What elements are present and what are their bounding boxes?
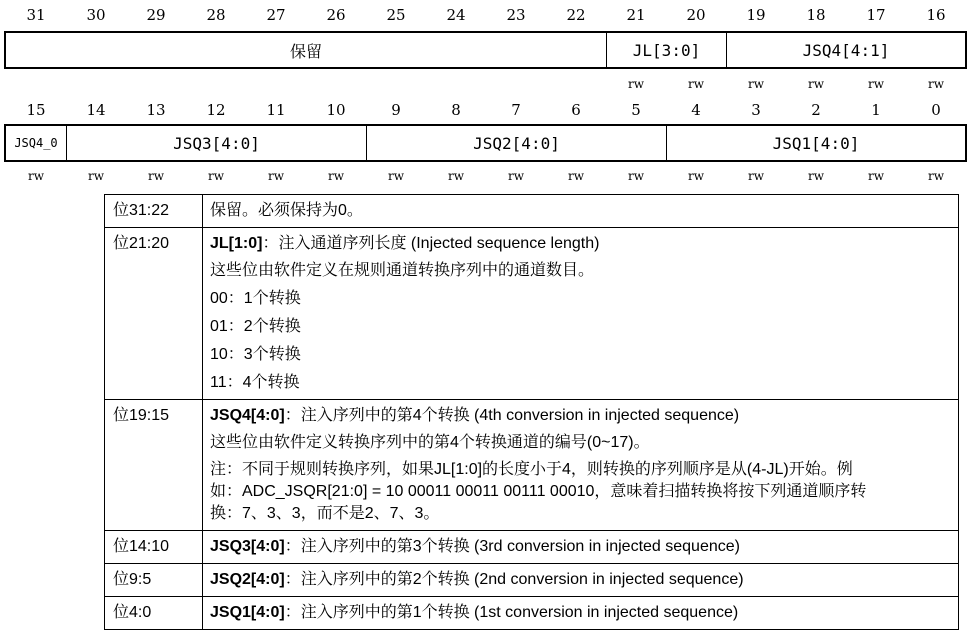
register-row-lower [4,124,967,162]
bit-number: 19 [746,6,766,24]
access-label: rw [747,169,764,183]
description-line: 00：1个转换 [210,290,301,307]
table-row [105,564,959,597]
field-jsq3: JSQ3[4:0] [67,126,367,160]
bit-description [203,564,959,597]
table-row [105,400,959,531]
bit-number: 1 [871,101,881,119]
bit-description-table [104,194,959,630]
bit-number: 8 [451,101,461,119]
bit-range: 位9:5 [105,564,203,597]
bit-number: 11 [266,101,286,119]
bit-number: 9 [391,101,401,119]
table-row [105,597,959,630]
bit-number: 12 [206,101,226,119]
bit-range: 位21:20 [105,228,203,400]
bit-range: 位31:22 [105,195,203,228]
description-line: 10：3个转换 [210,346,301,363]
access-label: rw [627,169,644,183]
bit-number: 14 [86,101,106,119]
description-line: 这些位由软件定义在规则通道转换序列中的通道数目。 [210,262,595,279]
field-title: ：注入序列中的第4个转换 (4th conversion in injected sequence) [284,407,740,424]
description-line: 这些位由软件定义转换序列中的第4个转换通道的编号(0~17)。 [210,434,650,451]
bit-number: 6 [571,101,581,119]
field-title: ：注入序列中的第3个转换 (3rd conversion in injected sequence) [284,538,740,555]
field-title: ：注入序列中的第1个转换 (1st conversion in injected sequence) [284,604,739,621]
access-label: rw [567,169,584,183]
field-jl: JL[3:0] [607,33,727,67]
bit-number: 31 [26,6,46,24]
bit-number: 21 [626,6,646,24]
access-label: rw [627,77,644,91]
description-line: 保留。必须保持为0。 [210,202,363,219]
bit-range: 位4:0 [105,597,203,630]
bit-description [203,531,959,564]
bit-range: 位14:10 [105,531,203,564]
bit-number: 5 [631,101,641,119]
access-label: rw [267,169,284,183]
register-row-upper [4,31,967,69]
description-note-line: 注：不同于规则转换序列，如果JL[1:0]的长度小于4，则转换的序列顺序是从(4-JL)开始。例 [210,461,853,478]
bit-range: 位19:15 [105,400,203,531]
field-name: JL[1:0] [210,235,263,252]
table-row [105,531,959,564]
access-label: rw [87,169,104,183]
bit-description [203,228,959,400]
description-heading [210,536,951,558]
description-heading [210,233,951,255]
field-title: ：注入通道序列长度 (Injected sequence length) [262,235,600,252]
field-jsq1: JSQ1[4:0] [772,133,860,153]
field-name: JSQ2[4:0] [210,571,285,588]
bit-number: 13 [146,101,166,119]
bit-description [203,195,959,228]
description-heading [210,569,951,591]
access-label: rw [327,169,344,183]
access-label: rw [387,169,404,183]
bit-description [203,400,959,531]
bit-number: 25 [386,6,406,24]
access-label: rw [27,169,44,183]
access-label: rw [867,169,884,183]
access-label: rw [507,169,524,183]
field-title: ：注入序列中的第2个转换 (2nd conversion in injected sequence) [284,571,744,588]
bit-number: 28 [206,6,226,24]
bit-number: 30 [86,6,106,24]
field-jsq2: JSQ2[4:0] [367,126,667,160]
field-name: JSQ1[4:0] [210,604,285,621]
field-reserved: 保留 [6,33,607,67]
bit-number: 15 [26,101,46,119]
bit-number: 4 [691,101,701,119]
bit-number: 22 [566,6,586,24]
access-label: rw [687,169,704,183]
table-row [105,228,959,400]
description-note-line: 换：7、3、3，而不是2、7、3。 [210,505,440,522]
bit-number: 26 [326,6,346,24]
field-jsq4-high: JSQ4[4:1] [802,40,890,60]
access-label: rw [927,77,944,91]
description-note-line: 如：ADC_JSQR[21:0] = 10 00011 00011 00111 00010，意味着扫描转换将按下列通道顺序转 [210,483,867,500]
access-label: rw [927,169,944,183]
bit-number: 17 [866,6,886,24]
field-name: JSQ3[4:0] [210,538,285,555]
access-label: rw [807,169,824,183]
access-label: rw [447,169,464,183]
bit-number: 2 [811,101,821,119]
access-label: rw [867,77,884,91]
description-line: 01：2个转换 [210,318,301,335]
access-label: rw [747,77,764,91]
access-label: rw [687,77,704,91]
bit-description [203,597,959,630]
bit-number: 23 [506,6,526,24]
bit-number: 16 [926,6,946,24]
description-heading [210,405,951,427]
access-label: rw [147,169,164,183]
field-jsq4-low: JSQ4_0 [6,126,67,160]
description-heading [210,602,951,624]
bit-number: 10 [326,101,346,119]
bit-number: 27 [266,6,286,24]
bit-number: 0 [931,101,941,119]
bit-number: 3 [751,101,761,119]
access-label: rw [207,169,224,183]
field-name: JSQ4[4:0] [210,407,285,424]
bit-number: 20 [686,6,706,24]
bit-number: 29 [146,6,166,24]
description-line: 11：4个转换 [210,374,300,391]
table-row [105,195,959,228]
bit-number: 7 [511,101,521,119]
bit-number: 18 [806,6,826,24]
access-label: rw [807,77,824,91]
bit-number: 24 [446,6,466,24]
